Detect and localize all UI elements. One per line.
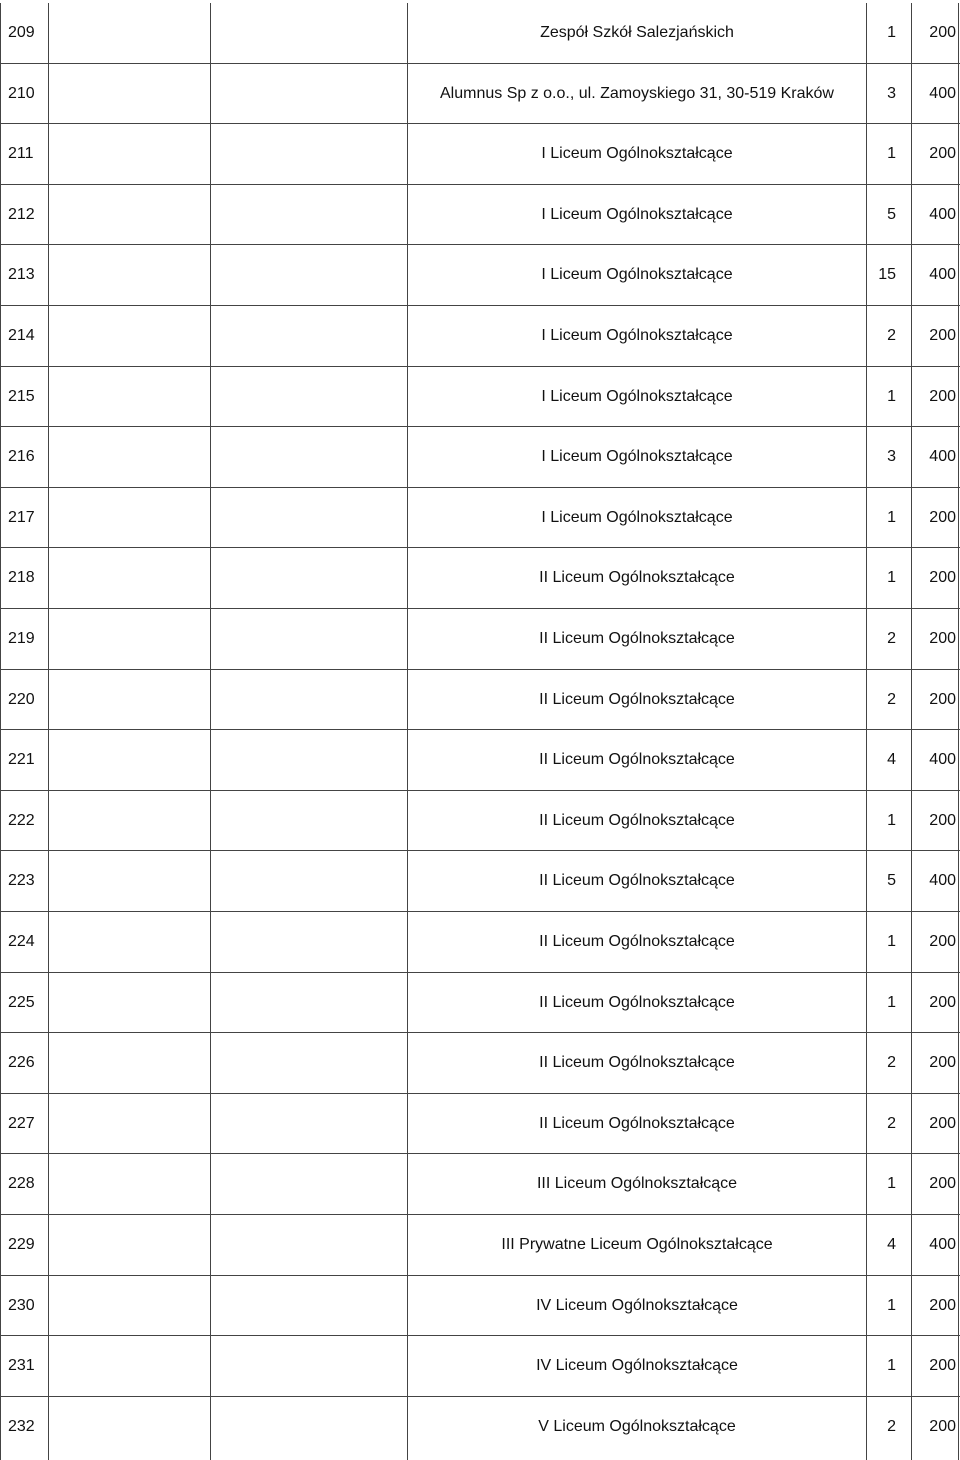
row-number: 222 xyxy=(8,811,35,829)
table-row xyxy=(0,124,960,184)
row-number: 228 xyxy=(8,1175,35,1193)
row-number: 231 xyxy=(8,1357,35,1375)
row-divider xyxy=(0,1032,960,1033)
count-value: 5 xyxy=(887,205,896,223)
amount-value: 200 xyxy=(929,145,956,163)
row-number: 219 xyxy=(8,630,35,647)
school-name: II Liceum Ogólnokształcące xyxy=(539,993,735,1011)
amount-value: 200 xyxy=(929,1417,956,1435)
school-name: III Prywatne Liceum Ogólnokształcące xyxy=(501,1236,773,1253)
table-row xyxy=(0,609,960,669)
school-name: II Liceum Ogólnokształcące xyxy=(539,751,735,769)
amount-value: 200 xyxy=(929,569,956,587)
amount-value: 200 xyxy=(929,1175,956,1193)
row-divider xyxy=(0,1396,960,1397)
amount-value: 200 xyxy=(929,387,956,405)
count-value: 1 xyxy=(887,145,896,163)
row-number: 221 xyxy=(8,751,35,769)
row-number: 215 xyxy=(8,387,35,405)
school-name: II Liceum Ogólnokształcące xyxy=(539,933,735,950)
row-number: 213 xyxy=(8,266,35,284)
school-name: II Liceum Ogólnokształcące xyxy=(539,811,735,829)
count-value: 1 xyxy=(887,993,896,1011)
row-number: 227 xyxy=(8,1114,35,1132)
school-name: II Liceum Ogólnokształcące xyxy=(539,1054,735,1072)
school-name: III Liceum Ogólnokształcące xyxy=(536,1175,738,1193)
row-divider xyxy=(0,366,960,367)
count-value: 1 xyxy=(887,569,896,587)
row-divider xyxy=(0,972,960,973)
school-name: I Liceum Ogólnokształcące xyxy=(541,205,733,223)
school-name: I Liceum Ogólnokształcące xyxy=(541,327,733,344)
row-number: 210 xyxy=(8,84,35,102)
school-name: I Liceum Ogólnokształcące xyxy=(541,448,733,466)
amount-value: 200 xyxy=(929,933,956,950)
amount-value: 400 xyxy=(929,266,956,284)
table-row xyxy=(0,1276,960,1336)
amount-value: 200 xyxy=(929,1114,956,1132)
amount-value: 200 xyxy=(929,993,956,1011)
table-row xyxy=(0,1215,960,1275)
row-divider xyxy=(0,1153,960,1154)
school-name: II Liceum Ogólnokształcące xyxy=(539,872,735,890)
row-number: 230 xyxy=(8,1296,35,1314)
table-row xyxy=(0,306,960,366)
school-name: I Liceum Ogólnokształcące xyxy=(541,508,733,526)
count-value: 4 xyxy=(887,751,896,769)
table-row xyxy=(0,185,960,245)
row-divider xyxy=(0,608,960,609)
table-row xyxy=(0,1154,960,1214)
table-row xyxy=(0,912,960,972)
table-row xyxy=(0,730,960,790)
count-value: 1 xyxy=(887,508,896,526)
table-row xyxy=(0,1336,960,1396)
row-number: 223 xyxy=(8,872,35,890)
table-row xyxy=(0,670,960,730)
count-value: 1 xyxy=(887,1357,896,1375)
row-number: 214 xyxy=(8,327,35,344)
count-value: 1 xyxy=(887,933,896,950)
row-number: 217 xyxy=(8,508,35,526)
count-value: 2 xyxy=(887,690,896,708)
row-number: 229 xyxy=(8,1236,35,1253)
amount-value: 200 xyxy=(929,811,956,829)
table-row xyxy=(0,1033,960,1093)
table-row xyxy=(0,973,960,1033)
row-number: 209 xyxy=(8,24,35,41)
count-value: 2 xyxy=(887,1417,896,1435)
count-value: 5 xyxy=(887,872,896,890)
count-value: 1 xyxy=(887,24,896,41)
row-number: 220 xyxy=(8,690,35,708)
row-divider xyxy=(0,426,960,427)
school-name: V Liceum Ogólnokształcące xyxy=(538,1417,736,1435)
table-row xyxy=(0,367,960,427)
amount-value: 400 xyxy=(929,84,956,102)
row-divider xyxy=(0,729,960,730)
school-name: I Liceum Ogólnokształcące xyxy=(541,266,733,284)
row-number: 212 xyxy=(8,205,35,223)
school-name: IV Liceum Ogólnokształcące xyxy=(536,1357,738,1375)
amount-value: 400 xyxy=(929,448,956,466)
school-name: IV Liceum Ogólnokształcące xyxy=(536,1296,738,1314)
count-value: 15 xyxy=(878,266,896,284)
amount-value: 400 xyxy=(929,751,956,769)
row-number: 211 xyxy=(8,145,34,163)
row-number: 218 xyxy=(8,569,35,587)
school-name: II Liceum Ogólnokształcące xyxy=(539,630,735,647)
row-divider xyxy=(0,911,960,912)
amount-value: 200 xyxy=(929,630,956,647)
amount-value: 200 xyxy=(929,1054,956,1072)
row-number: 232 xyxy=(8,1417,35,1435)
count-value: 1 xyxy=(887,387,896,405)
row-divider xyxy=(0,123,960,124)
amount-value: 400 xyxy=(929,1236,956,1253)
row-divider xyxy=(0,1335,960,1336)
row-divider xyxy=(0,305,960,306)
table-row xyxy=(0,1094,960,1154)
school-name: I Liceum Ogólnokształcące xyxy=(541,145,733,163)
table-row xyxy=(0,3,960,63)
count-value: 1 xyxy=(887,811,896,829)
amount-value: 200 xyxy=(929,508,956,526)
table-row xyxy=(0,64,960,124)
row-divider xyxy=(0,1275,960,1276)
amount-value: 400 xyxy=(929,872,956,890)
count-value: 2 xyxy=(887,1054,896,1072)
row-number: 224 xyxy=(8,933,35,950)
table-row xyxy=(0,1397,960,1457)
table-row xyxy=(0,488,960,548)
school-name: II Liceum Ogólnokształcące xyxy=(539,569,735,587)
amount-value: 200 xyxy=(929,1296,956,1314)
table-row xyxy=(0,427,960,487)
table-row xyxy=(0,791,960,851)
school-name: Zespół Szkół Salezjańskich xyxy=(540,24,734,41)
school-name: Alumnus Sp z o.o., ul. Zamoyskiego 31, 30-519 Kraków xyxy=(440,84,834,102)
row-divider xyxy=(0,63,960,64)
row-number: 216 xyxy=(8,448,35,466)
row-divider xyxy=(0,184,960,185)
school-name: I Liceum Ogólnokształcące xyxy=(541,387,733,405)
amount-value: 200 xyxy=(929,1357,956,1375)
amount-value: 200 xyxy=(929,24,956,41)
row-divider xyxy=(0,790,960,791)
count-value: 1 xyxy=(887,1175,896,1193)
amount-value: 200 xyxy=(929,327,956,344)
count-value: 3 xyxy=(887,448,896,466)
row-number: 225 xyxy=(8,993,35,1011)
row-divider xyxy=(0,669,960,670)
count-value: 1 xyxy=(887,1296,896,1314)
count-value: 2 xyxy=(887,327,896,344)
school-name: II Liceum Ogólnokształcące xyxy=(539,690,735,708)
row-divider xyxy=(0,244,960,245)
row-number: 226 xyxy=(8,1054,35,1072)
row-divider xyxy=(0,1093,960,1094)
count-value: 2 xyxy=(887,1114,896,1132)
school-name: II Liceum Ogólnokształcące xyxy=(539,1114,735,1132)
row-divider xyxy=(0,547,960,548)
row-divider xyxy=(0,850,960,851)
count-value: 4 xyxy=(887,1236,896,1253)
table-row xyxy=(0,851,960,911)
count-value: 2 xyxy=(887,630,896,647)
table-row xyxy=(0,548,960,608)
row-divider xyxy=(0,487,960,488)
table-row xyxy=(0,245,960,305)
amount-value: 400 xyxy=(929,205,956,223)
row-divider xyxy=(0,1214,960,1215)
amount-value: 200 xyxy=(929,690,956,708)
count-value: 3 xyxy=(887,84,896,102)
